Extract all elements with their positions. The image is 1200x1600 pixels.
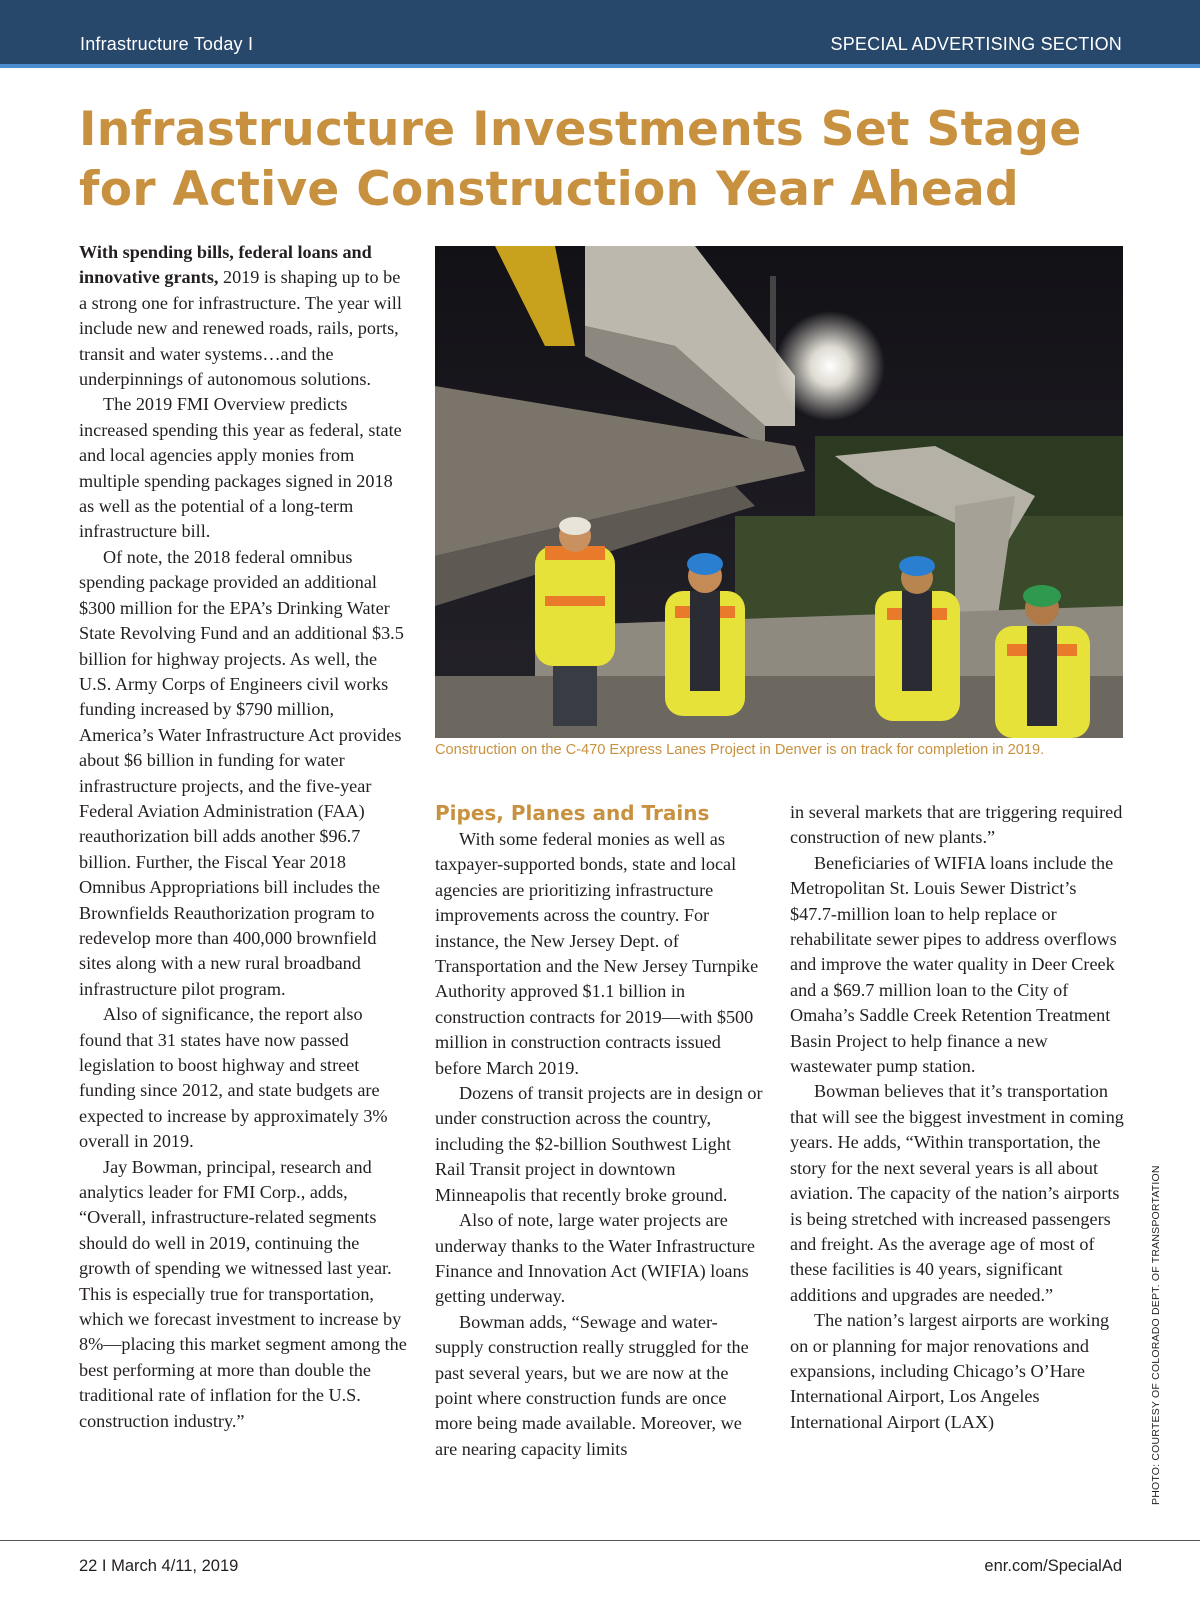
article-column-2 — [435, 800, 765, 1462]
paragraph: With some federal monies as well as taxpayer-supported bonds, state and local agencies are prioritizing infrastructure improvements across the country. For instance, the New Jersey Dept. of Transportation and the New Jersey Turnpike Authority approved $1.1 billion in construction contracts for 2019—with $500 million in construction contracts issued before March 2019. — [435, 829, 759, 1078]
paragraph: Beneficiaries of WIFIA loans include the Metropolitan St. Louis Sewer District’s $47.7-million loan to help replace or rehabilitate sewer pipes to address overflows and improve the water quality in Deer Creek and a $69.7 million loan to the City of Omaha’s Saddle Creek Retention Treatment Basin Project to help finance a new wastewater pump station. — [790, 852, 1117, 1077]
paragraph: The 2019 FMI Overview predicts increased spending this year as federal, state and local agencies apply monies from multiple spending packages signed in 2018 as well as the potential of a long-term infrastructure bill. — [79, 394, 402, 542]
paragraph: Of note, the 2018 federal omnibus spending package provided an additional $300 million for the EPA’s Drinking Water State Revolving Fund and an additional $3.5 billion for highway projects. As well, the U.S. Army Corps of Engineers civil works funding increased by $790 million, America’s Water Infrastructure Act provides about $6 billion in funding for water infrastructure projects, and the five-year Federal Aviation Administration (FAA) reauthorization bill adds another $96.7 billion. Further, the Fiscal Year 2018 Omnibus Appropriations bill includes the Brownfields Reauthorization program to redevelop more than 400,000 brownfield sites along with a new rural broadband infrastructure pilot program. — [79, 546, 404, 999]
paragraph: Dozens of transit projects are in design or under construction across the country, including the $2-billion Southwest Light Rail Transit project in downtown Minneapolis that recently broke ground. — [435, 1083, 763, 1205]
lead-bold-text: With spending bills, federal loans and innovative grants, — [79, 242, 372, 288]
page-number-date: 22 I March 4/11, 2019 — [79, 1557, 239, 1575]
article-column-3 — [790, 800, 1125, 1435]
section-label: SPECIAL ADVERTISING SECTION — [830, 34, 1122, 54]
construction-scene-illustration — [435, 246, 1123, 738]
paragraph-continuation: in several markets that are triggering required construction of new plants.” — [790, 802, 1123, 848]
paragraph: Bowman adds, “Sewage and water-supply construction really struggled for the past several years, but we are now at the point where construction funds are once more being made available. Moreover, we are nearing capacity limits — [435, 1311, 749, 1459]
lead-text: 2019 is shaping up to be a strong one for infrastructure. The year will include new and renewed roads, rails, ports, transit and water systems…and the underpinnings of autonomous solutions. — [79, 267, 402, 390]
footer-url: enr.com/SpecialAd — [984, 1557, 1122, 1575]
article-column-1 — [79, 240, 409, 1434]
page-title: Infrastructure Investments Set Stage for Active Construction Year Ahead — [79, 102, 1082, 217]
construction-photo — [435, 246, 1123, 738]
paragraph: Jay Bowman, principal, research and analytics leader for FMI Corp., adds, “Overall, infrastructure-related segments should do well in 2019, continuing the growth of spending we witnessed last year. This is especially true for transportation, which we forecast investment to increase by 8%—placing this market segment among the best performing at more than double the traditional rate of inflation for the U.S. construction industry.” — [79, 1156, 407, 1431]
paragraph: Bowman believes that it’s transportation that will see the biggest investment in coming years. He adds, “Within transportation, the story for the next several years is all about aviation. The capacity of the nation’s airports is being stretched with increased passengers and freight. As the average age of most of these facilities is 40 years, significant additions and upgrades are needed.” — [790, 1081, 1124, 1305]
paragraph: Also of note, large water projects are underway thanks to the Water Infrastructure Finance and Innovation Act (WIFIA) loans getting underway. — [435, 1210, 755, 1307]
photo-credit: PHOTO: COURTESY OF COLORADO DEPT. OF TRANSPORTATION — [1150, 1165, 1162, 1505]
publication-name: Infrastructure Today I — [80, 34, 254, 54]
paragraph: The nation’s largest airports are working on or planning for major renovations and expansions, including Chicago’s O’Hare International Airport, Los Angeles International Airport (LAX) — [790, 1310, 1110, 1432]
footer-divider — [0, 1540, 1200, 1541]
top-banner — [0, 0, 1200, 68]
photo-caption: Construction on the C-470 Express Lanes Project in Denver is on track for completion in 2019. — [435, 742, 1045, 758]
paragraph: Also of significance, the report also found that 31 states have now passed legislation to boost highway and street funding since 2012, and state budgets are expected to increase by approximately 3% overall in 2019. — [79, 1004, 388, 1152]
lead-paragraph — [79, 240, 409, 392]
section-subhead: Pipes, Planes and Trains — [435, 801, 710, 825]
